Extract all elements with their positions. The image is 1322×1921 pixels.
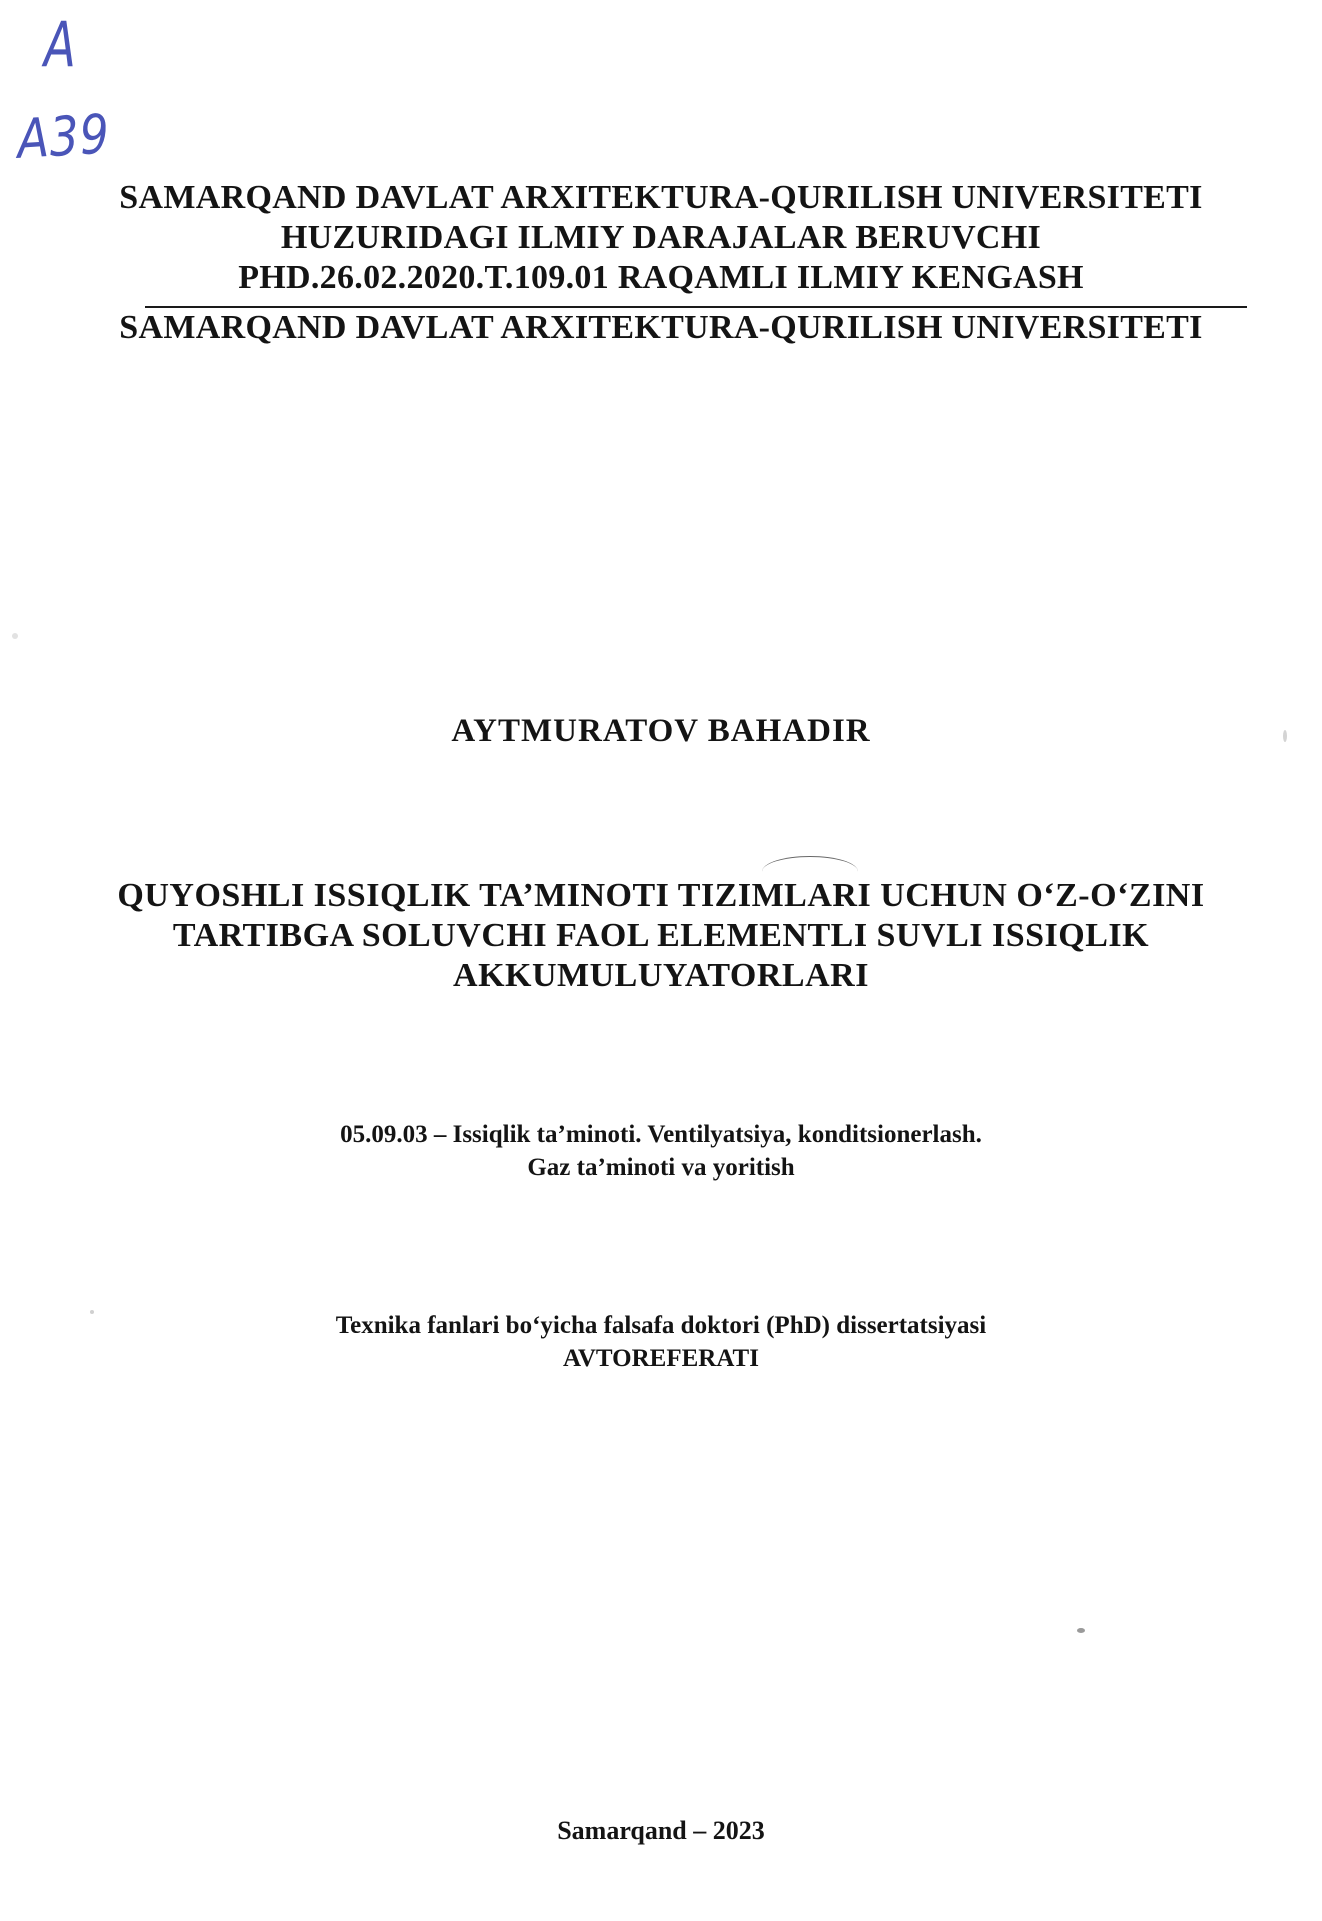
scan-speck [1283, 730, 1287, 742]
degree-line-1: Texnika fanlari bo‘yicha falsafa doktori (PhD) dissertatsiyasi [335, 1312, 987, 1339]
place-and-year: Samarqand – 2023 [557, 1816, 765, 1845]
header-line-3: PHD.26.02.2020.T.109.01 RAQAMLI ILMIY KENGASH [238, 259, 1084, 296]
scan-speck [90, 1310, 94, 1314]
header-line-2: HUZURIDAGI ILMIY DARAJALAR BERUVCHI [280, 219, 1042, 256]
degree-statement [0, 1309, 1322, 1375]
organization-name: SAMARQAND DAVLAT ARXITEKTURA-QURILISH UNIVERSITETI [119, 309, 1203, 346]
title-line-3: AKKUMULUYATORLARI [453, 957, 869, 994]
council-header [0, 178, 1322, 298]
header-line-1: SAMARQAND DAVLAT ARXITEKTURA-QURILISH UNIVERSITETI [119, 179, 1203, 216]
handwritten-letter-annotation: A [44, 8, 77, 81]
title-line-1: QUYOSHLI ISSIQLIK TA’MINOTI TIZIMLARI UCHUN O‘Z-O‘ZINI [117, 877, 1205, 914]
title-line-2: TARTIBGA SOLUVCHI FAOL ELEMENTLI SUVLI ISSIQLIK [172, 917, 1150, 954]
handwritten-code-annotation: A39 [16, 102, 112, 171]
author-name: AYTMURATOV BAHADIR [451, 713, 871, 749]
specialty-line-1: 05.09.03 – Issiqlik ta’minoti. Ventilyatsiya, konditsionerlash. [340, 1121, 982, 1148]
specialty-code [0, 1118, 1322, 1184]
specialty-line-2: Gaz ta’minoti va yoritish [527, 1154, 795, 1181]
dissertation-title [0, 876, 1322, 996]
scan-speck [1077, 1628, 1085, 1633]
scan-speck [12, 633, 18, 639]
degree-line-2: AVTOREFERATI [563, 1345, 759, 1372]
